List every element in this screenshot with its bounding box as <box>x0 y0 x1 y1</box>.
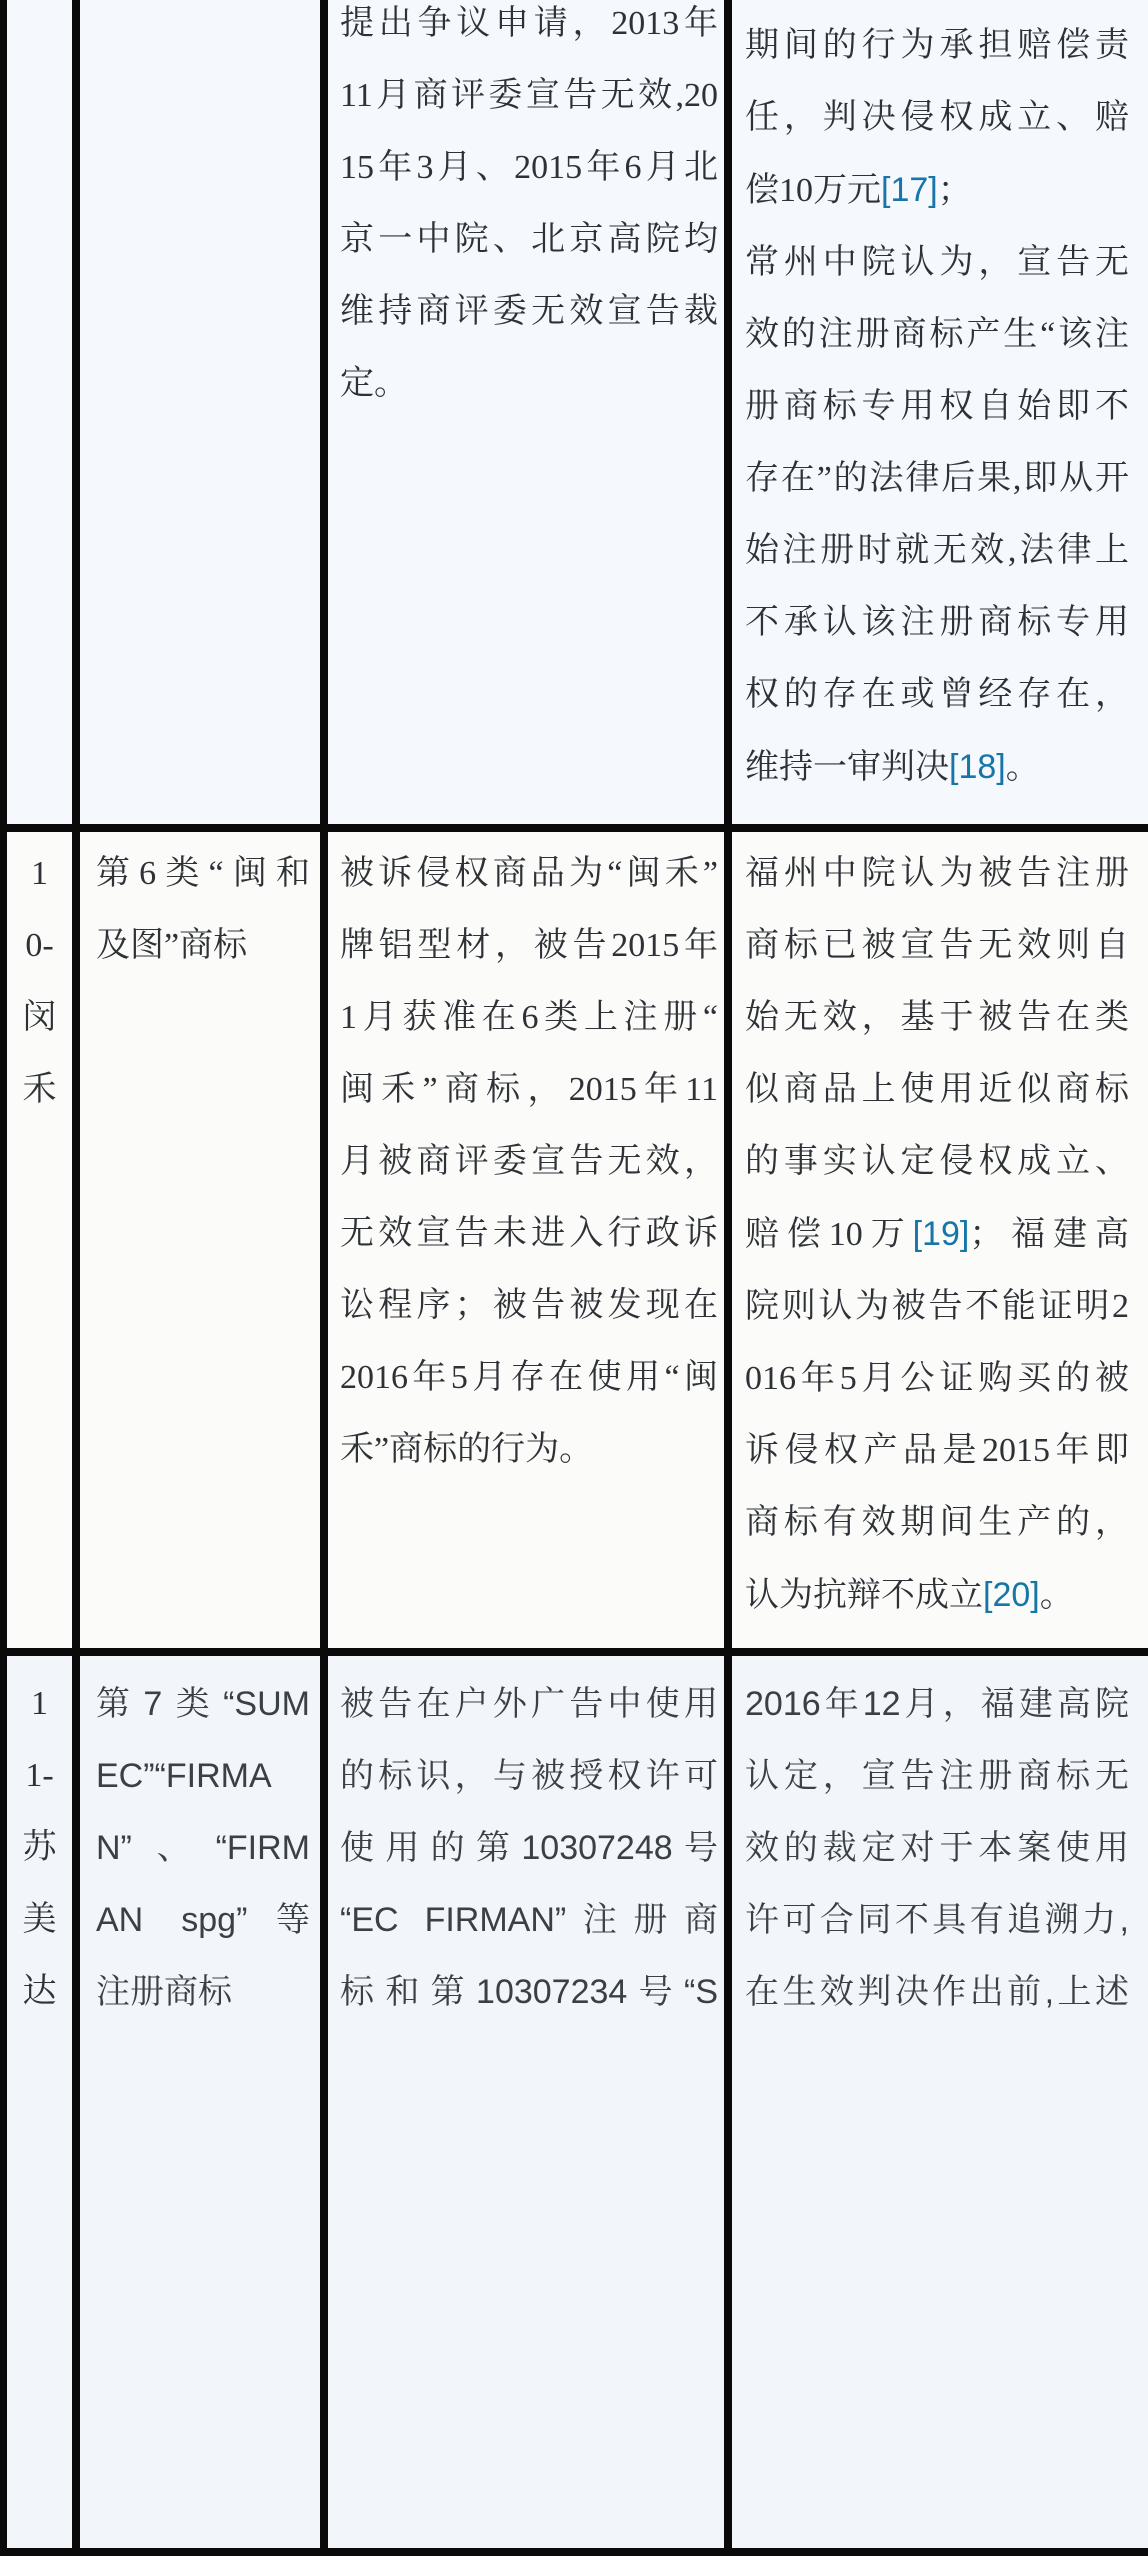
table-row <box>7 1656 1148 2556</box>
text-line: 及图”商标 <box>96 927 248 964</box>
text-line: 偿10万元[17]； <box>745 171 972 209</box>
cell-holding <box>732 0 1148 824</box>
text-line: 注册商标 <box>96 1973 232 2011</box>
text-line: 苏 <box>22 1829 57 1866</box>
text-line: 闽禾”商标，2015年11 <box>340 1071 718 1108</box>
paragraph <box>745 1668 1129 2028</box>
table-row <box>7 0 1148 832</box>
text-line: 维持商评委无效宣告裁 <box>340 293 718 330</box>
text-line: 福州中院认为被告注册 <box>745 855 1129 892</box>
paragraph <box>340 0 718 420</box>
paragraph <box>96 1668 310 2028</box>
text-line: 始注册时就无效,法律上 <box>745 532 1129 569</box>
paragraph <box>340 838 718 1486</box>
cell-holding <box>732 1656 1148 2548</box>
text-line: 商标已被宣告无效则自 <box>745 927 1129 964</box>
text-line: 常州中院认为，宣告无 <box>745 244 1129 281</box>
text-line: 的事实认定侵权成立、 <box>745 1143 1129 1180</box>
footnote-ref[interactable]: [17] <box>881 171 938 209</box>
text-line: 效的注册商标产生“该注 <box>745 316 1129 353</box>
text-line: 被诉侵权商品为“闽禾” <box>340 855 718 892</box>
text-line: AN spg”等 <box>96 1901 310 1939</box>
paragraph <box>9 1668 70 2028</box>
text-line: 月被商评委宣告无效， <box>340 1143 718 1180</box>
text-line: 无效宣告未进入行政诉 <box>340 1215 718 1252</box>
text-line: 商标有效期间生产的， <box>745 1504 1129 1541</box>
text-line: 标和第10307234号“S <box>340 1973 718 2011</box>
text-line: 2016年12月，福建高院 <box>745 1685 1129 1723</box>
text-line: 提出争议申请，2013年 <box>340 5 718 42</box>
text-line: 权的存在或曾经存在， <box>745 676 1129 713</box>
text-line: 第6类“闽和 <box>96 855 310 892</box>
text-line: 第7类“SUM <box>96 1685 310 1723</box>
text-line: N”、“FIRM <box>96 1829 310 1867</box>
text-line: EC”“FIRMA <box>96 1757 272 1795</box>
text-line: 始无效，基于被告在类 <box>745 999 1129 1036</box>
text-line: 0- <box>25 927 54 964</box>
text-line: 不承认该注册商标专用 <box>745 604 1129 641</box>
text-line: 赔偿10万[19]；福建高 <box>745 1215 1130 1253</box>
paragraph <box>745 838 1129 1632</box>
text-line: 似商品上使用近似商标 <box>745 1071 1129 1108</box>
text-line: “EC FIRMAN”注册商 <box>340 1901 718 1939</box>
cell-facts <box>328 0 732 824</box>
footnote-ref[interactable]: [20] <box>983 1576 1040 1614</box>
text-line: 认定，宣告注册商标无 <box>745 1757 1129 1795</box>
text-line: 016年5月公证购买的被 <box>745 1360 1129 1397</box>
paragraph <box>9 838 70 1126</box>
table-row <box>7 832 1148 1656</box>
cell-holding <box>732 832 1148 1648</box>
footnote-ref[interactable]: [18] <box>949 748 1006 786</box>
text-line: 15年3月、2015年6月北 <box>340 149 718 186</box>
text-line: 被告在户外广告中使用 <box>340 1685 718 1723</box>
text-line: 1 <box>31 1685 48 1722</box>
cell-index <box>7 832 80 1648</box>
text-line: 美 <box>22 1901 57 1938</box>
text-line: 禾 <box>22 1071 57 1108</box>
paragraph <box>745 227 1129 804</box>
text-line: 京一中院、北京高院均 <box>340 221 718 258</box>
cell-index <box>7 1656 80 2548</box>
text-line: 认为抗辩不成立[20]。 <box>745 1576 1074 1614</box>
cell-facts <box>328 1656 732 2548</box>
text-line: 效的裁定对于本案使用 <box>745 1829 1129 1867</box>
text-line: 1- <box>25 1757 54 1794</box>
text-line: 维持一审判决[18]。 <box>745 748 1040 786</box>
text-line: 的标识，与被授权许可 <box>340 1757 718 1795</box>
text-line: 11月商评委宣告无效,20 <box>340 77 718 114</box>
text-line: 存在”的法律后果,即从开 <box>745 460 1129 497</box>
text-line: 册商标专用权自始即不 <box>745 388 1129 425</box>
cell-trademark <box>80 0 328 824</box>
cell-trademark <box>80 832 328 1648</box>
text-line: 1 <box>31 855 48 892</box>
cell-index <box>7 0 80 824</box>
text-line: 禾”商标的行为。 <box>340 1431 594 1468</box>
text-line: 1月获准在6类上注册“ <box>340 999 718 1036</box>
text-line: 定。 <box>340 365 408 402</box>
paragraph <box>96 838 310 982</box>
text-line: 闵 <box>22 999 57 1036</box>
text-line: 达 <box>22 1973 57 2010</box>
cell-trademark <box>80 1656 328 2548</box>
text-line: 诉侵权产品是2015年即 <box>745 1432 1129 1469</box>
paragraph <box>340 1668 718 2028</box>
text-line: 2016年5月存在使用“闽 <box>340 1359 718 1396</box>
text-line: 任，判决侵权成立、赔 <box>745 99 1129 136</box>
text-line: 期间的行为承担赔偿责 <box>745 27 1129 64</box>
text-line: 院则认为被告不能证明2 <box>745 1288 1129 1325</box>
cell-facts <box>328 832 732 1648</box>
text-line: 牌铝型材，被告2015年 <box>340 927 718 964</box>
text-line: 使用的第10307248号 <box>340 1829 718 1867</box>
text-line: 讼程序；被告被发现在 <box>340 1287 718 1324</box>
text-line: 许可合同不具有追溯力, <box>745 1901 1129 1939</box>
paragraph <box>745 10 1129 227</box>
footnote-ref[interactable]: [19] <box>912 1215 970 1253</box>
text-line: 在生效判决作出前,上述 <box>745 1973 1129 2011</box>
